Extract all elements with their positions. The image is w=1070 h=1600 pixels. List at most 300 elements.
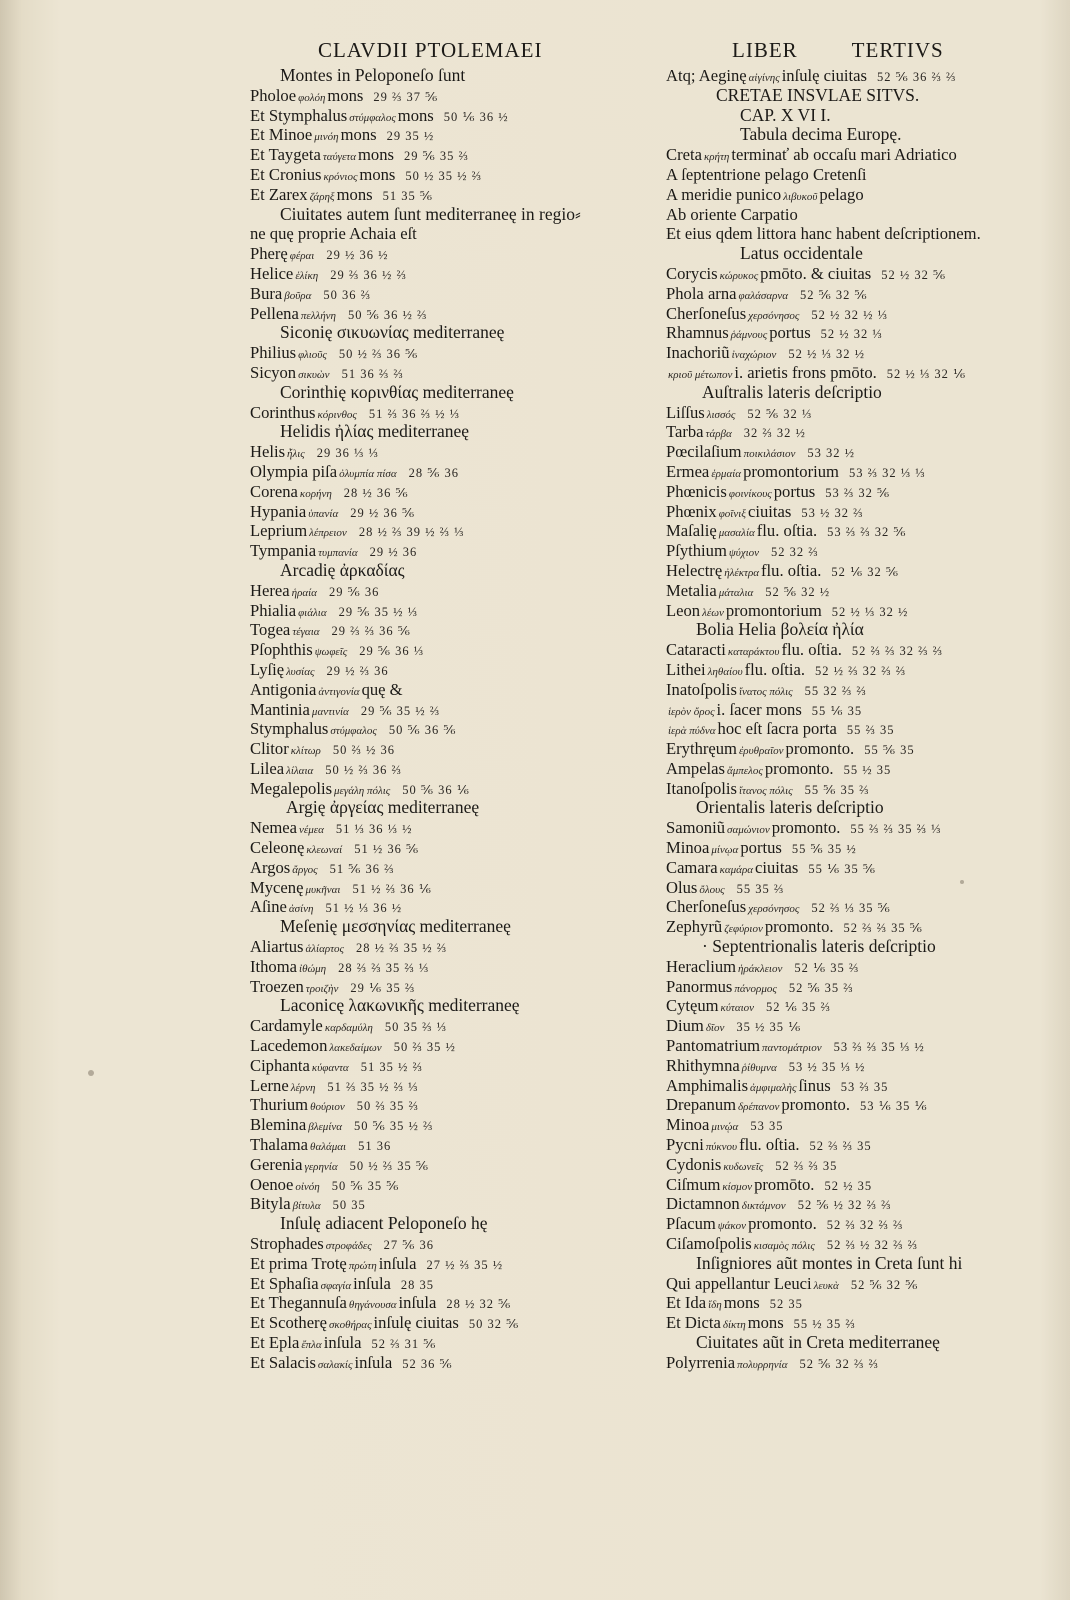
section-heading [666, 937, 1026, 957]
entry-coordinates: 50 ⅚ 36 ⅚ [388, 723, 457, 738]
line-text: CAP. X VI I. [740, 104, 831, 125]
entry-suffix: mons [359, 164, 396, 184]
entry-coordinates: 51 ⅚ 36 ⅔ [329, 861, 395, 876]
entry-coordinates: 27 ½ ⅔ 35 ½ [426, 1257, 504, 1272]
entry-name: Mycenę [250, 877, 304, 897]
entry-name: Pœcilaſium [666, 442, 742, 462]
entry-coordinates: 35 ½ 35 ⅙ [736, 1020, 802, 1035]
gazetteer-entry [666, 403, 1026, 423]
entry-coordinates: 55 ⅚ 35 ⅔ [804, 782, 870, 797]
entry-greek: ἴτανος πόλις [738, 784, 793, 797]
entry-greek: μίνῳα [711, 844, 739, 857]
entry-coordinates: 50 ⅚ 35 ⅚ [331, 1178, 400, 1193]
entry-coordinates: 28 ⅚ 36 [408, 465, 459, 480]
entry-name: Itanoſpolis [666, 778, 737, 798]
running-header-tertius: TERTIVS [851, 38, 944, 62]
gazetteer-entry [250, 403, 650, 423]
gazetteer-entry [666, 700, 1026, 720]
entry-coordinates: 55 ½ 35 [843, 762, 892, 777]
entry-coordinates: 50 35 ⅔ ⅓ [384, 1020, 447, 1035]
entry-suffix: promonto. [764, 917, 834, 937]
entry-coordinates: 51 36 ⅔ ⅔ [341, 366, 404, 381]
entry-greek: δικτάμνον [741, 1200, 786, 1213]
entry-greek: ψάκον [717, 1220, 747, 1233]
entry-coordinates: 50 ⅔ 35 ⅔ [356, 1099, 419, 1114]
entry-greek: ἑλίκη [295, 269, 319, 282]
gazetteer-entry [250, 343, 650, 363]
entry-greek: ἄργος [292, 863, 318, 876]
entry-greek: γερηνία [304, 1160, 338, 1173]
gazetteer-entry [250, 1313, 650, 1333]
entry-coordinates: 29 ⅙ 35 ⅔ [350, 980, 416, 995]
entry-greek: κώρυκος [719, 269, 759, 282]
gazetteer-entry [250, 739, 650, 759]
entry-name: Tarba [666, 422, 704, 442]
entry-coordinates: 29 ½ ⅔ 36 [326, 663, 389, 678]
running-header-liber: LIBER [732, 38, 798, 62]
entry-name: Et Sphaſia [250, 1273, 319, 1293]
right-column [666, 66, 1026, 1373]
gazetteer-entry [666, 957, 1026, 977]
entry-greek: ἁλίαρτος [305, 943, 345, 956]
gazetteer-entry [250, 304, 650, 324]
entry-suffix: ſinus [798, 1075, 831, 1095]
entry-coordinates: 50 ⅙ 36 ½ [443, 109, 509, 124]
gazetteer-entry [250, 284, 650, 304]
ink-blot [88, 1070, 94, 1076]
entry-name: Et Thegannuſa [250, 1293, 347, 1313]
entry-name: Pholoe [250, 85, 297, 105]
entry-greek: κύφαντα [311, 1061, 349, 1074]
entry-coordinates: 50 ⅔ ½ 36 [332, 743, 395, 758]
entry-name: Liſſus [666, 402, 705, 422]
entry-name: Zephyrũ [666, 917, 723, 937]
entry-coordinates: 52 36 ⅚ [402, 1356, 453, 1371]
entry-coordinates: 52 ⅙ 35 ⅔ [794, 960, 860, 975]
entry-suffix: i. ſacer mons [716, 699, 802, 719]
gazetteer-entry [250, 442, 650, 462]
entry-coordinates: 55 ⅙ 35 ⅚ [808, 861, 876, 876]
entry-name: Lithei [666, 659, 706, 679]
entry-name: Herea [250, 580, 290, 600]
entry-name: Erythręum [666, 739, 737, 759]
line-text: Ab oriente Carpatio [666, 204, 798, 224]
entry-greek: ληθαίου [707, 665, 743, 678]
gazetteer-entry [666, 363, 1026, 383]
section-heading [666, 125, 1026, 145]
entry-name: Gerenia [250, 1154, 303, 1174]
entry-coordinates: 29 ⅔ 36 ½ ⅔ [330, 267, 407, 282]
gazetteer-entry [250, 1016, 650, 1036]
entry-name: Drepanum [666, 1095, 737, 1115]
entry-name: Strophades [250, 1234, 324, 1254]
entry-greek: ἡράκλειον [738, 962, 783, 975]
gazetteer-entry [250, 700, 650, 720]
entry-suffix: promonto. [771, 818, 841, 838]
gazetteer-entry [666, 917, 1026, 937]
line-text: A ſeptentrione pelago Cretenſi [666, 164, 867, 184]
entry-name: Bura [250, 283, 283, 303]
entry-suffix: promonto. [785, 739, 855, 759]
entry-greek: ψύχιον [728, 547, 760, 560]
entry-name: Inatoſpolis [666, 679, 737, 699]
entry-greek: μαντινία [311, 705, 349, 718]
entry-greek: κορήνη [299, 487, 332, 500]
section-heading [250, 383, 650, 403]
entry-name: Antigonia [250, 679, 317, 699]
entry-name: Qui appellantur Leuci [666, 1273, 812, 1293]
line-text: Argię ἀργείας mediterraneę [286, 797, 480, 818]
entry-suffix: flu. oſtia. [781, 640, 842, 660]
section-heading [250, 798, 650, 818]
entry-coordinates: 29 36 ⅓ ⅓ [316, 446, 379, 461]
section-heading [666, 1333, 1026, 1353]
gazetteer-entry [250, 125, 650, 145]
entry-coordinates: 29 ⅔ 37 ⅚ [373, 89, 439, 104]
entry-coordinates: 53 ⅔ ⅔ 32 ⅚ [827, 525, 907, 540]
entry-name: Et Ida [666, 1293, 707, 1313]
line-text: Tabula decima Europę. [740, 124, 902, 145]
entry-suffix: inſula [353, 1273, 391, 1293]
entry-coordinates: 51 ⅔ 36 ⅔ ½ ⅓ [368, 406, 460, 421]
entry-suffix: mons [336, 184, 373, 204]
entry-name: Lyſię [250, 659, 285, 679]
entry-coordinates: 55 ⅚ 35 ½ [791, 842, 857, 857]
entry-coordinates: 51 ½ ⅔ 36 ⅙ [352, 881, 432, 896]
entry-coordinates: 55 ⅙ 35 [811, 703, 863, 718]
entry-greek: πύκνου [705, 1141, 738, 1154]
gazetteer-entry [250, 818, 650, 838]
entry-name: Phialia [250, 600, 297, 620]
gazetteer-entry [666, 1135, 1026, 1155]
entry-coordinates: 53 35 [750, 1119, 784, 1134]
entry-name: Et Scotherę [250, 1313, 327, 1333]
entry-suffix: ciuitas [748, 501, 792, 521]
entry-coordinates: 52 ⅔ ⅔ 35 [809, 1139, 872, 1154]
entry-name: Helis [250, 442, 286, 462]
entry-name: Pellena [250, 303, 299, 323]
entry-greek: ἴδη [708, 1299, 722, 1312]
entry-name: Clitor [250, 739, 289, 759]
entry-greek: ἰθώμη [299, 962, 327, 975]
line-text: Ciuitates autem ſunt mediterraneę in regio⸗ [280, 203, 581, 224]
gazetteer-entry [666, 1214, 1026, 1234]
entry-coordinates: 29 ½ 36 ½ [326, 248, 389, 263]
entry-coordinates: 52 ½ 32 ⅓ [820, 327, 883, 342]
entry-greek: τυμπανία [318, 547, 358, 560]
gazetteer-entry [666, 897, 1026, 917]
gazetteer-entry [666, 996, 1026, 1016]
entry-coordinates: 52 ⅚ 32 ½ [765, 584, 831, 599]
gazetteer-entry [666, 442, 1026, 462]
entry-greek: ψωφεῖς [314, 646, 348, 659]
entry-suffix: inſula [398, 1293, 437, 1313]
entry-greek: ταύγετα [322, 151, 357, 164]
gazetteer-entry [666, 304, 1026, 324]
entry-suffix: ciuitas [755, 857, 799, 877]
running-header-left: CLAVDII PTOLEMAEI [318, 38, 543, 62]
entry-greek: καρδαμύλη [324, 1022, 373, 1035]
gazetteer-entry [250, 1293, 650, 1313]
entry-coordinates: 52 ⅚ 32 ⅚ [850, 1277, 919, 1292]
entry-suffix: quę & [361, 679, 403, 699]
entry-name: Atq; Aeginę [666, 66, 747, 85]
entry-greek: μασαλία [718, 527, 755, 540]
entry-coordinates: 52 ⅚ 35 ⅔ [788, 980, 854, 995]
entry-greek: φλιοῦς [298, 349, 327, 362]
entry-name: Creta [666, 145, 702, 165]
entry-greek: χερσόνησος [748, 309, 800, 322]
entry-name: Cydonis [666, 1154, 722, 1174]
entry-greek: θηγάνουσα [348, 1299, 397, 1312]
entry-coordinates: 53 ⅙ 35 ⅙ [860, 1099, 928, 1114]
entry-coordinates: 52 ⅙ 35 ⅔ [766, 1000, 831, 1015]
entry-coordinates: 52 ⅚ 36 ⅔ ⅔ [876, 70, 957, 84]
line-text: Siconię σικυωνίας mediterraneę [280, 322, 505, 343]
entry-greek: ἱερὸν ὄρος [668, 705, 715, 718]
gazetteer-entry [250, 937, 650, 957]
text-line [666, 224, 1026, 244]
entry-name: Samoniũ [666, 818, 726, 838]
entry-name: Stymphalus [250, 719, 329, 739]
gazetteer-entry [250, 878, 650, 898]
entry-greek: λίλαια [286, 764, 314, 777]
entry-coordinates: 52 ⅔ ½ 32 ⅔ ⅔ [826, 1238, 918, 1253]
entry-name: Leon [666, 600, 701, 620]
entry-coordinates: 52 ½ 32 ½ ⅓ [811, 307, 888, 322]
entry-coordinates: 52 ⅚ 32 ⅔ ⅔ [799, 1356, 879, 1371]
entry-coordinates: 51 35 ½ ⅔ [360, 1059, 423, 1074]
entry-name: Pantomatrium [666, 1036, 761, 1056]
entry-name: Et Taygeta [250, 145, 321, 165]
gazetteer-entry [666, 185, 1026, 205]
entry-name: Panormus [666, 976, 733, 996]
gazetteer-entry [666, 601, 1026, 621]
entry-greek: βίτυλα [292, 1200, 321, 1213]
gazetteer-entry [666, 818, 1026, 838]
gazetteer-entry [666, 1194, 1026, 1214]
gazetteer-entry [666, 1016, 1026, 1036]
entry-coordinates: 51 35 ⅚ [382, 188, 433, 203]
gazetteer-entry [250, 660, 650, 680]
gazetteer-entry [250, 1135, 650, 1155]
entry-coordinates: 52 ⅚ 32 ⅓ [747, 406, 813, 421]
entry-suffix: portus [773, 481, 816, 501]
entry-coordinates: 53 ½ 35 ⅓ ½ [788, 1059, 866, 1074]
gazetteer-entry [250, 759, 650, 779]
entry-coordinates: 51 ⅔ 35 ½ ⅔ ⅓ [327, 1079, 419, 1094]
entry-coordinates: 55 32 ⅔ ⅔ [804, 683, 867, 698]
entry-name: Minoa [666, 1115, 710, 1135]
entry-name: Troezen [250, 976, 304, 996]
gazetteer-entry [666, 323, 1026, 343]
entry-name: Phœnix [666, 501, 717, 521]
entry-name: Hypania [250, 501, 307, 521]
entry-coordinates: 28 ½ ⅔ 39 ½ ⅔ ⅓ [358, 525, 465, 540]
entry-name: Thalama [250, 1135, 309, 1155]
entry-greek: λέρνη [290, 1081, 316, 1094]
entry-coordinates: 55 35 ⅔ [736, 881, 785, 896]
entry-suffix: mons [747, 1313, 784, 1333]
entry-coordinates: 53 ⅔ 32 ⅓ ⅓ [848, 465, 926, 480]
entry-name: Helice [250, 263, 294, 283]
entry-coordinates: 52 ½ ⅓ 32 ½ [788, 347, 865, 362]
entry-suffix: mons [397, 105, 434, 125]
gazetteer-entry [250, 1155, 650, 1175]
gazetteer-entry [250, 1115, 650, 1135]
entry-greek: πρώτη [348, 1259, 377, 1272]
entry-greek: ζάρηξ [309, 190, 335, 203]
entry-coordinates: 52 ½ 32 ⅚ [881, 267, 947, 282]
gazetteer-entry [250, 165, 650, 185]
gazetteer-entry [666, 779, 1026, 799]
entry-greek: μινῴα [711, 1121, 739, 1134]
gazetteer-entry [250, 521, 650, 541]
gazetteer-entry [666, 1175, 1026, 1195]
gazetteer-entry [250, 1175, 650, 1195]
entry-name: Corinthus [250, 402, 316, 422]
entry-name: Pſythium [666, 541, 727, 561]
left-column [250, 66, 650, 1373]
entry-name: Polyrrenia [666, 1352, 736, 1372]
entry-coordinates: 52 ⅔ 32 ⅔ ⅔ [826, 1218, 904, 1233]
gazetteer-entry [250, 1076, 650, 1096]
gazetteer-entry [250, 1095, 650, 1115]
gazetteer-entry [250, 1274, 650, 1294]
entry-coordinates: 50 ½ 35 ½ ⅔ [405, 168, 483, 183]
entry-coordinates: 27 ⅚ 36 [383, 1238, 435, 1253]
entry-suffix: promontorium [743, 461, 839, 481]
entry-name: Heraclium [666, 956, 737, 976]
section-heading [666, 620, 1026, 640]
entry-suffix: inſula [354, 1352, 393, 1372]
entry-name: Et Salacis [250, 1352, 316, 1372]
gazetteer-entry [666, 264, 1026, 284]
line-text: Inſulę adiacent Peloponeſo hę [280, 1213, 488, 1234]
entry-greek: ποικιλάσιον [743, 448, 796, 461]
line-text: Et eius qdem littora hanc habent deſcriptionem. [666, 224, 981, 244]
gazetteer-entry [666, 1293, 1026, 1313]
entry-greek: ἔπλα [301, 1339, 322, 1351]
section-heading [666, 798, 1026, 818]
entry-greek: ἦλις [287, 448, 305, 461]
entry-greek: κλίτωρ [290, 745, 321, 758]
entry-name: Ciſamoſpolis [666, 1234, 752, 1254]
entry-suffix: portus [740, 838, 782, 858]
entry-name: Aliartus [250, 937, 304, 957]
gazetteer-entry [666, 1076, 1026, 1096]
line-text: Helidis ἠλίας mediterraneę [280, 421, 470, 442]
entry-coordinates: 28 ½ ⅔ 35 ½ ⅔ [356, 941, 448, 956]
entry-name: Ciſmum [666, 1174, 721, 1194]
entry-greek: ὄλους [699, 883, 725, 896]
gazetteer-entry [666, 1313, 1026, 1333]
section-heading [250, 66, 650, 86]
entry-name: Oenoe [250, 1174, 294, 1194]
entry-name: Olympia piſa [250, 461, 338, 481]
entry-greek: δρέπανον [738, 1101, 780, 1114]
entry-greek: σαμώνιον [727, 824, 770, 837]
entry-greek: στροφάδες [325, 1240, 372, 1253]
entry-name: Et Minoe [250, 125, 313, 145]
entry-coordinates: 28 ½ 32 ⅚ [446, 1297, 512, 1312]
entry-coordinates: 28 ⅔ ⅔ 35 ⅔ ⅓ [338, 960, 430, 975]
text-line [250, 224, 650, 244]
entry-greek: καταράκτου [727, 646, 780, 659]
entry-coordinates: 29 ⅔ ⅔ 36 ⅚ [331, 624, 411, 639]
entry-name: Cytęum [666, 996, 719, 1016]
entry-greek: κρόνιος [323, 170, 358, 183]
entry-coordinates: 50 ½ ⅔ 36 ⅚ [338, 347, 419, 362]
entry-greek: λέπρειον [309, 527, 347, 540]
entry-name: Dium [666, 1016, 704, 1036]
gazetteer-entry [666, 66, 1026, 86]
entry-name: Dictamnon [666, 1194, 740, 1214]
entry-coordinates: 52 ⅔ ⅔ 35 ⅚ [843, 921, 923, 936]
entry-name: Lilea [250, 758, 285, 778]
entry-name: Ermea [666, 461, 710, 481]
entry-name: Camara [666, 857, 718, 877]
entry-name: Aſine [250, 897, 287, 917]
entry-greek: κρήτη [703, 151, 730, 164]
entry-coordinates: 29 ⅚ 35 ⅔ [403, 149, 469, 164]
entry-suffix: flu. oſtia. [739, 1135, 800, 1155]
entry-coordinates: 32 ⅔ 32 ½ [743, 426, 806, 441]
entry-greek: ῥάμνους [730, 329, 768, 342]
gazetteer-entry [250, 541, 650, 561]
entry-greek: θαλάμαι [310, 1141, 347, 1154]
entry-coordinates: 55 ⅔ 35 [846, 723, 895, 738]
gazetteer-entry [250, 502, 650, 522]
entry-coordinates: 50 ⅚ 36 ⅙ [402, 782, 470, 797]
entry-coordinates: 52 ½ ⅓ 32 ⅙ [886, 366, 967, 381]
entry-greek: ὑπανία [308, 507, 339, 520]
section-heading [250, 917, 650, 937]
line-text: Auſtralis lateris deſcriptio [702, 381, 882, 402]
entry-greek: ἱερὰ πύδνα [668, 725, 716, 738]
gazetteer-entry [250, 145, 650, 165]
entry-name: Togea [250, 620, 291, 640]
section-heading [666, 1254, 1026, 1274]
gazetteer-entry [666, 1056, 1026, 1076]
entry-name: Corycis [666, 263, 718, 283]
entry-name: Cataracti [666, 640, 726, 660]
gazetteer-entry [666, 1274, 1026, 1294]
gazetteer-entry [250, 977, 650, 997]
entry-coordinates: 53 ⅔ 32 ⅚ [825, 485, 891, 500]
line-text: Orientalis lateris deſcriptio [696, 797, 884, 818]
entry-suffix: flu. oſtia. [761, 560, 822, 580]
gazetteer-entry [666, 521, 1026, 541]
entry-greek: λέων [702, 606, 724, 619]
entry-name: Et Cronius [250, 164, 322, 184]
gazetteer-entry [250, 858, 650, 878]
entry-name: Blemina [250, 1115, 307, 1135]
entry-coordinates: 52 ⅚ 32 ⅚ [800, 287, 868, 302]
entry-greek: βλεμίνα [308, 1121, 343, 1134]
entry-name: Inachoriũ [666, 343, 730, 363]
gazetteer-entry [666, 284, 1026, 304]
line-text: Montes in Peloponeſo ſunt [280, 65, 466, 85]
entry-name: Amphimalis [666, 1075, 749, 1095]
entry-suffix: inſula [323, 1333, 362, 1352]
entry-greek: ἀμφιμαλὴς [750, 1081, 797, 1094]
entry-coordinates: 52 ⅔ ⅔ 35 [775, 1158, 838, 1173]
gazetteer-entry [250, 1234, 650, 1254]
entry-greek: σικυὼν [298, 368, 330, 381]
line-text: Meſenię μεσσηνίας mediterraneę [280, 916, 511, 937]
entry-coordinates: 53 ⅔ 35 [840, 1079, 889, 1094]
